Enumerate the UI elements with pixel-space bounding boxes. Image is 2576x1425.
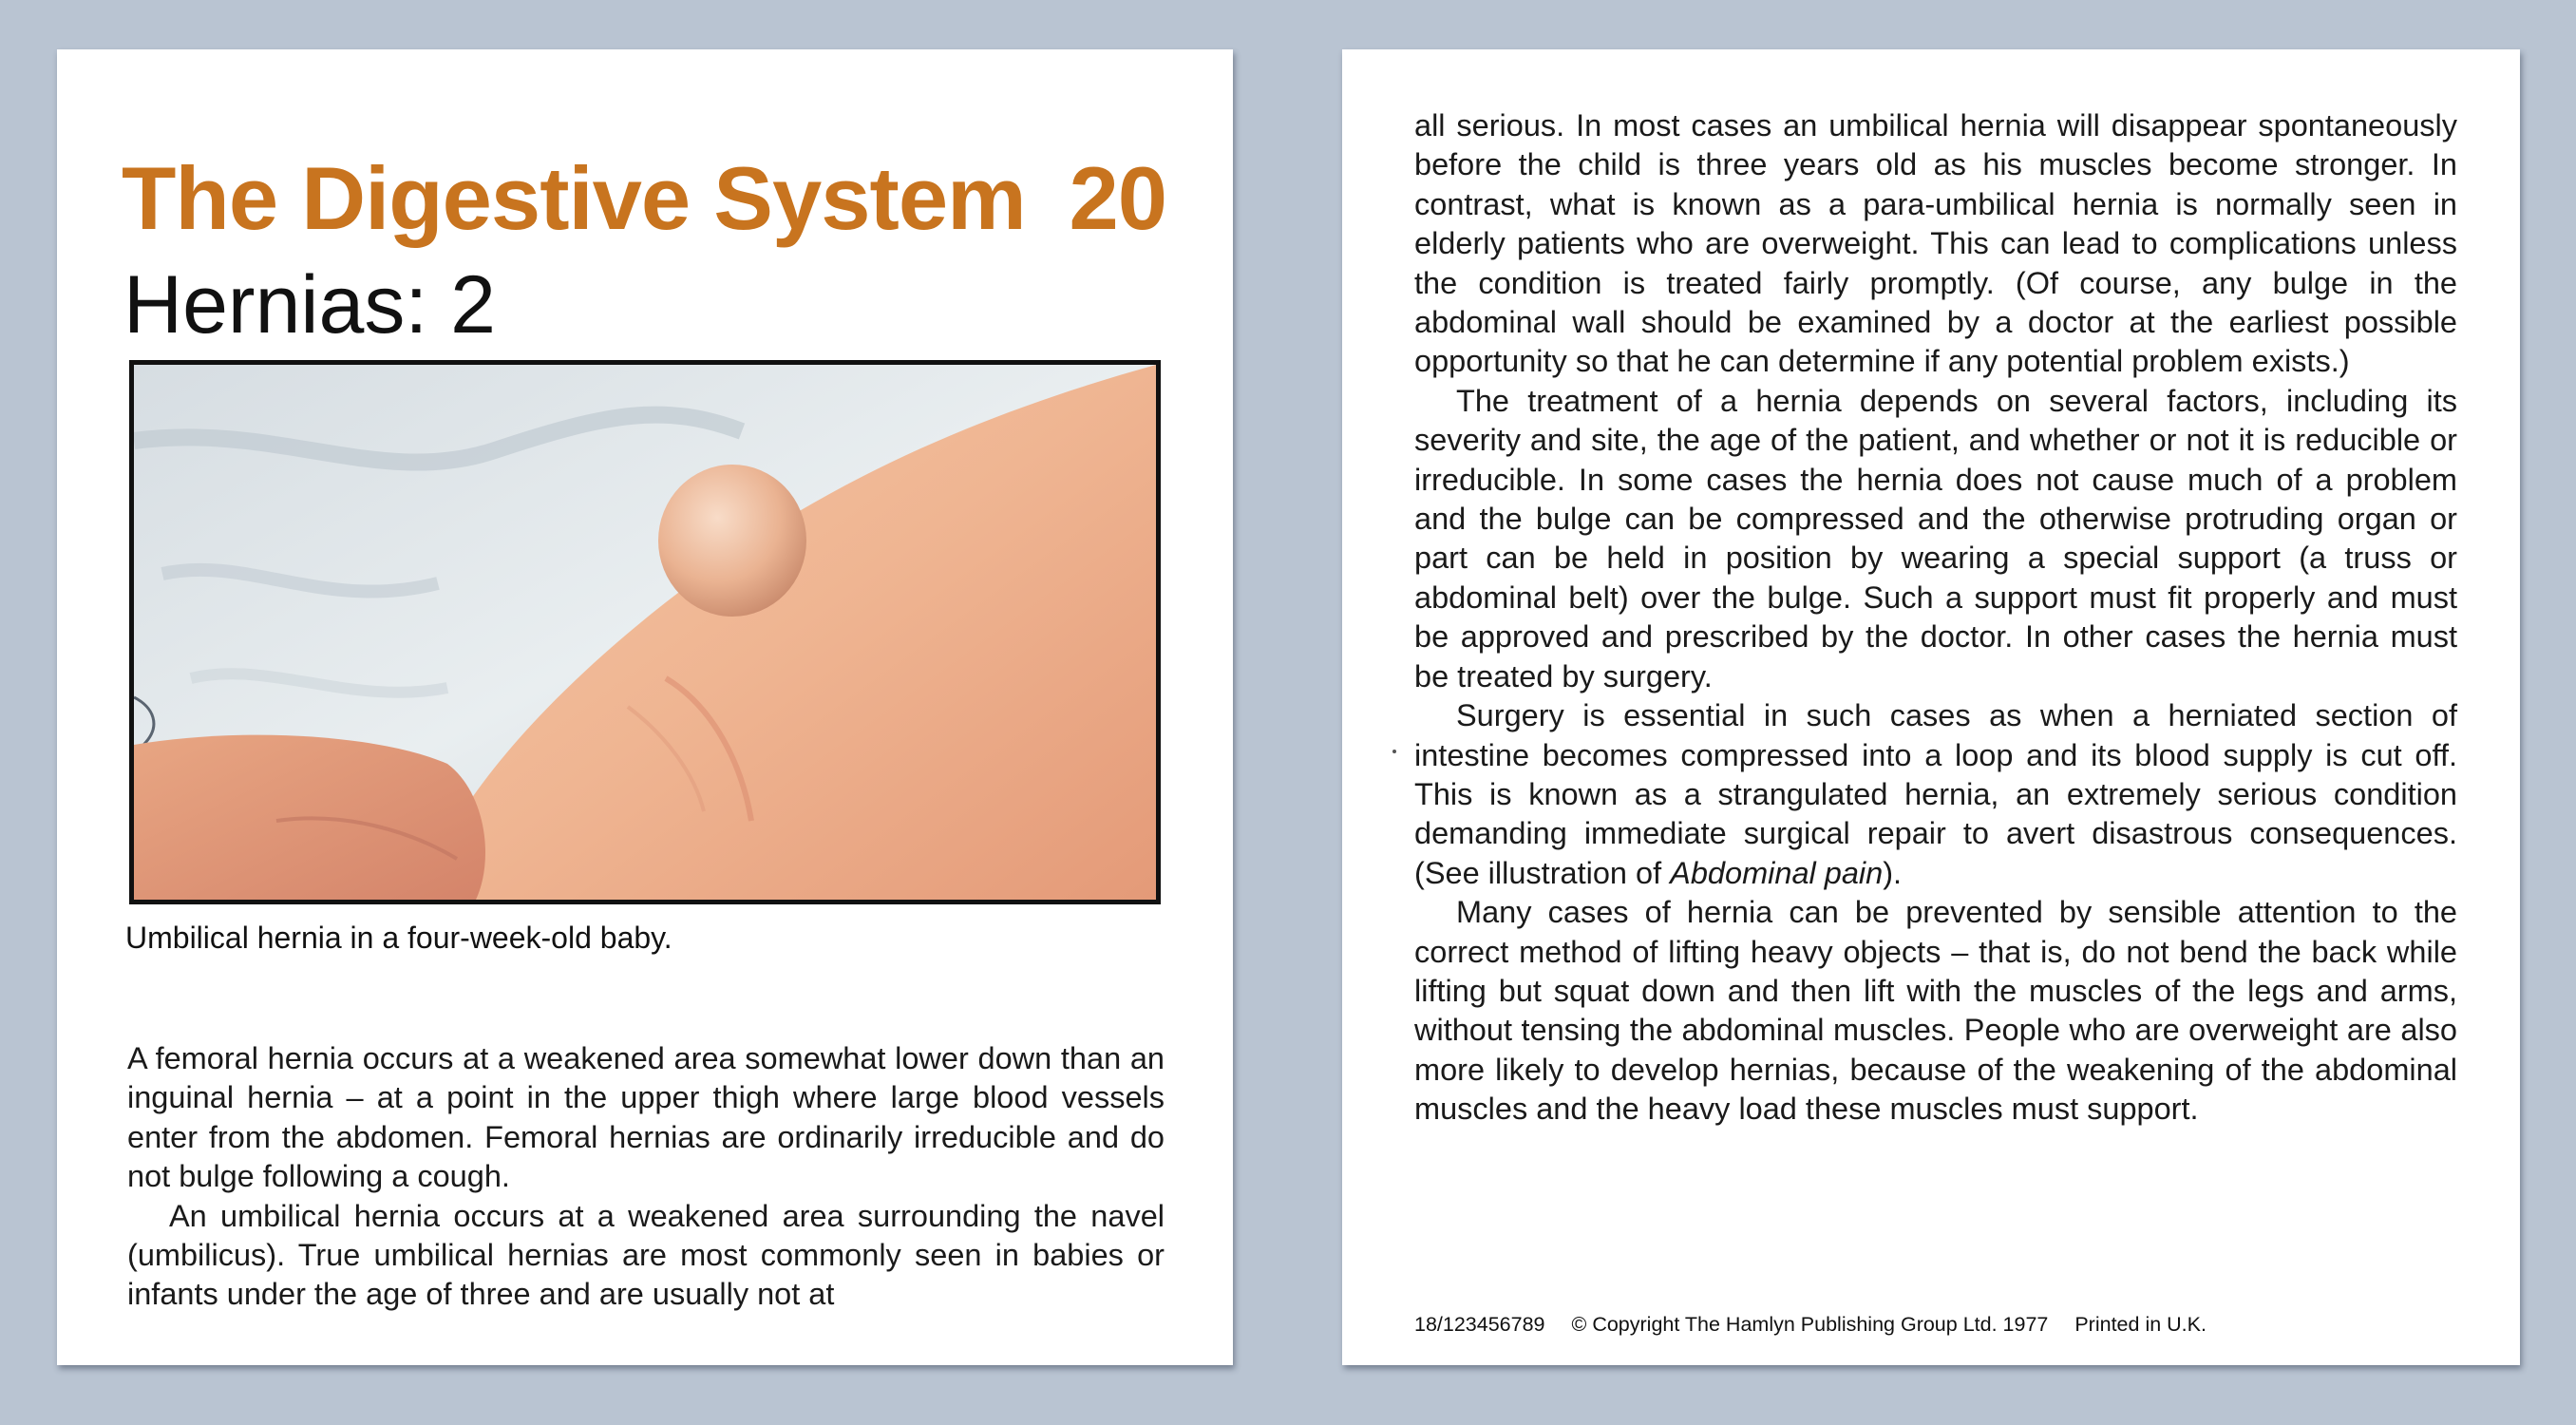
photo-caption: Umbilical hernia in a four-week-old baby. xyxy=(125,921,672,955)
printed-in: Printed in U.K. xyxy=(2074,1313,2207,1336)
card-number: 20 xyxy=(1069,148,1166,248)
back-paragraph-1: all serious. In most cases an umbilical hernia will disappear spontaneously before the child is three years old as his muscles become stronger. In contrast, what is known as a para-umbilical hernia is normally seen in elderly patients who are overweight. This can lead to complications unless the condition is treated fairly promptly. (Of course, any bulge in the abdominal wall should be examined by a doctor at the earliest possible opportunity so that he can determine if any potential problem exists.) xyxy=(1414,108,2457,379)
front-paragraph-2: An umbilical hernia occurs at a weakened area surrounding the navel (umbilicus). True umbilical hernias are most commonly seen in babies or infants under the age of three and are usually not at xyxy=(127,1198,1165,1312)
back-paragraph-2: The treatment of a hernia depends on several factors, including its severity and site, the age of the patient, and whether or not it is reducible or irreducible. In some cases the hernia does not cause much of a problem and the bulge can be compressed and the otherwise protruding organ or part can be held in position by wearing a special support (a truss or abdominal belt) over the bulge. Such a support must fit properly and must be approved and prescribed by the doctor. In other cases the hernia must be treated by surgery. xyxy=(1414,383,2457,694)
back-paragraph-3 xyxy=(1414,696,2457,893)
hernia-photo-image xyxy=(134,365,1156,900)
copyright-text: © Copyright The Hamlyn Publishing Group Ltd. 1977 xyxy=(1571,1313,2049,1336)
card-back xyxy=(1342,49,2520,1365)
front-paragraph-1: A femoral hernia occurs at a weakened area somewhat lower down than an inguinal hernia – at a point in the upper thigh where large blood vessels enter from the abdomen. Femoral hernias are ordinarily irreducible and do not bulge following a cough. xyxy=(127,1041,1165,1194)
back-paragraph-4: Many cases of hernia can be prevented by sensible attention to the correct method of lifting heavy objects – that is, do not bend the back while lifting but squat down and then lift with the muscles of the legs and arms, without tensing the abdominal muscles. People who are overweight are also more likely to develop hernias, because of the weakening of the abdominal muscles and the heavy load these muscles must support. xyxy=(1414,895,2457,1127)
print-speck xyxy=(1392,750,1396,753)
front-body-text xyxy=(127,1039,1165,1315)
abdominal-pain-reference: Abdominal pain xyxy=(1670,855,1884,890)
card-code: 18/123456789 xyxy=(1414,1313,1545,1336)
card-subtitle: Hernias: 2 xyxy=(123,259,496,351)
back-paragraph-3-end: ). xyxy=(1883,855,1903,890)
card-front xyxy=(57,49,1233,1365)
hernia-photo xyxy=(129,360,1161,904)
back-paragraph-3-text: Surgery is essential in such cases as when a herniated section of intestine becomes compressed into a loop and its blood supply is cut off. This is known as a strangulated hernia, an extremely serious condition demanding immediate surgical repair to avert disastrous consequences. (See illustration of xyxy=(1414,698,2457,890)
back-body-text xyxy=(1414,106,2457,1130)
copyright-footer xyxy=(1414,1313,2478,1337)
series-title xyxy=(122,148,1166,248)
series-title-text: The Digestive System xyxy=(122,148,1026,248)
